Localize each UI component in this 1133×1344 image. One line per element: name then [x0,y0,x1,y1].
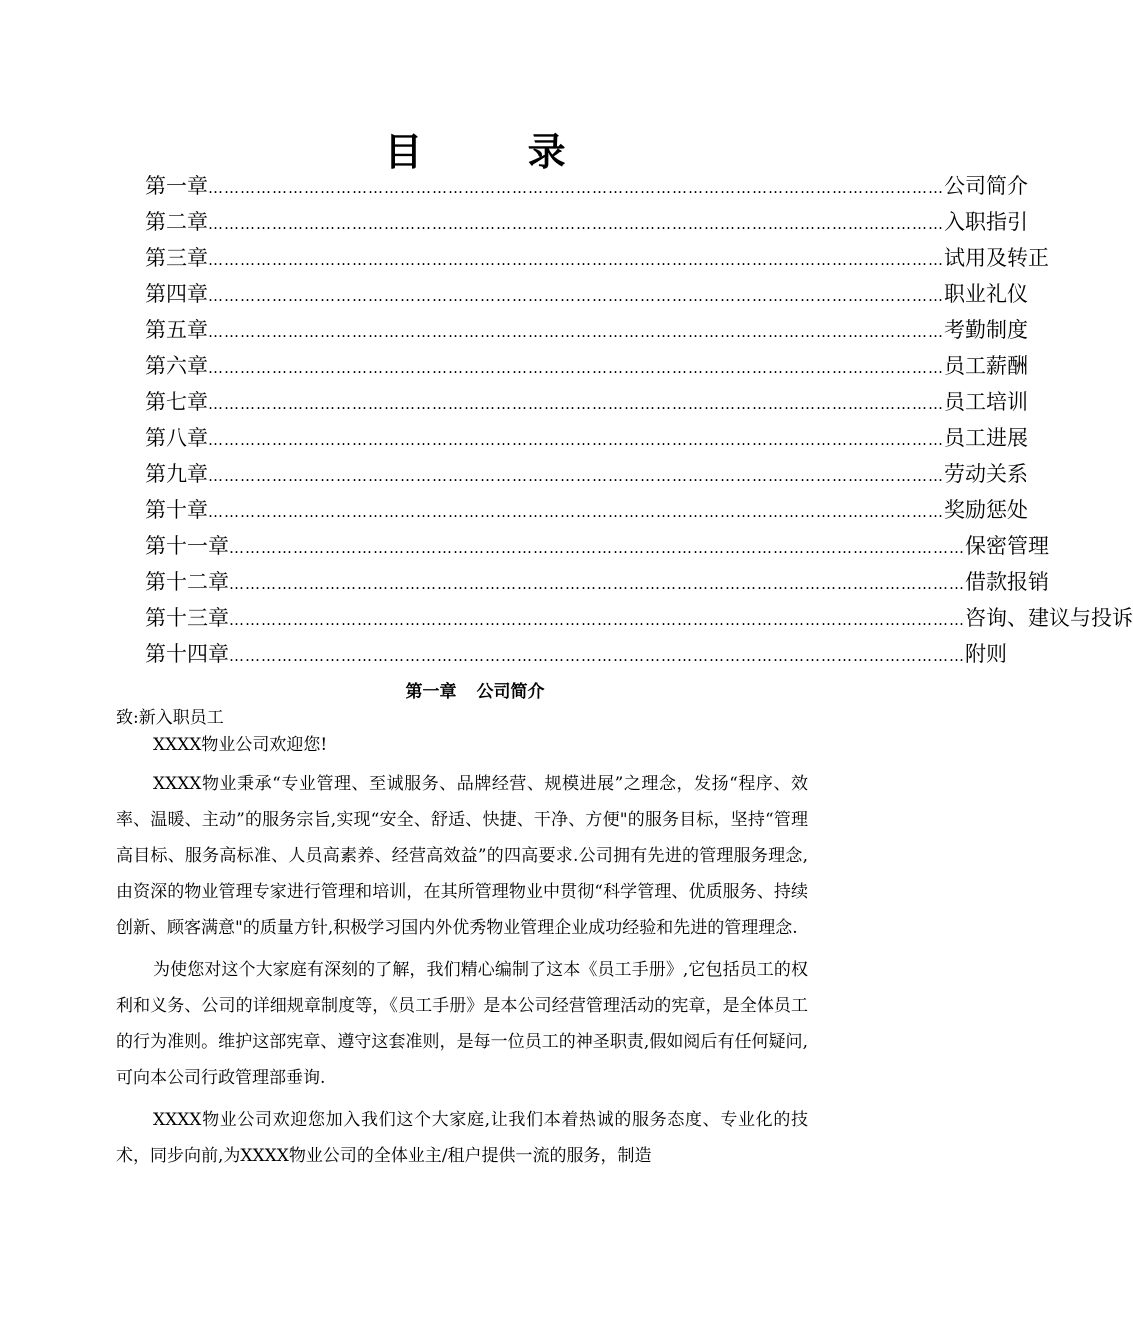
toc-chapter-number: 第十章 [145,498,208,522]
intro-paragraph: XXXX物业秉承“专业管理、至诚服务、品牌经营、规模进展”之理念，发扬“程序、效率、温暖、主动”的服务宗旨,实现“安全、舒适、快捷、干净、方便"的服务目标，坚持“管理高目标、服务高标准、人员高素养、经营高效益”的四高要求.公司拥有先进的管理服务理念,由资深的物业管理专家进行管理和培训，在其所管理物业中贯彻“科学管理、优质服务、持续创新、顾客满意"的质量方针,积极学习国内外优秀物业管理企业成功经验和先进的管理理念. [116,774,808,938]
toc-chapter-number: 第十二章 [145,570,229,594]
salutation: 致:新入职员工 [116,708,224,728]
toc-chapter-name: 劳动关系 [944,462,1028,486]
toc-item [145,636,1007,672]
toc-leader-dots: ………………………………………………………………………………………………………………………… [229,575,965,593]
toc-chapter-number: 第四章 [145,282,208,306]
chapter-body [116,706,808,1174]
toc-chapter-number: 第三章 [145,246,208,270]
toc-chapter-name: 考勤制度 [944,318,1028,342]
toc-chapter-name: 员工培训 [944,390,1028,414]
toc-chapter-name: 员工进展 [944,426,1028,450]
toc-leader-dots: ………………………………………………………………………………………………………………………… [208,323,944,341]
table-of-contents [145,168,1133,672]
toc-chapter-name: 附则 [965,642,1007,666]
toc-item [145,600,1133,636]
toc-chapter-number: 第二章 [145,210,208,234]
toc-leader-dots: ………………………………………………………………………………………………………………………… [208,467,944,485]
toc-item [145,168,1028,204]
toc-chapter-name: 试用及转正 [944,246,1049,270]
toc-leader-dots: ………………………………………………………………………………………………………………………… [208,251,944,269]
chapter-heading: 第一章 公司简介 [405,682,545,702]
toc-chapter-number: 第七章 [145,390,208,414]
toc-leader-dots: ………………………………………………………………………………………………………………………… [208,215,944,233]
toc-chapter-name: 入职指引 [944,210,1028,234]
toc-leader-dots: ………………………………………………………………………………………………………………………… [208,503,944,521]
closing-paragraph: XXXX物业公司欢迎您加入我们这个大家庭,让我们本着热诚的服务态度、专业化的技术，同步向前,为XXXX物业公司的全体业主/租户提供一流的服务，制造 [116,1110,808,1166]
toc-chapter-number: 第十一章 [145,534,229,558]
toc-leader-dots: ………………………………………………………………………………………………………………………… [208,179,944,197]
toc-item [145,348,1028,384]
toc-item [145,204,1028,240]
toc-item [145,312,1028,348]
welcome-line: XXXX物业公司欢迎您! [153,735,328,755]
toc-chapter-number: 第九章 [145,462,208,486]
toc-item [145,420,1028,456]
toc-chapter-name: 保密管理 [965,534,1049,558]
toc-chapter-name: 借款报销 [965,570,1049,594]
toc-chapter-number: 第六章 [145,354,208,378]
toc-item [145,384,1028,420]
toc-leader-dots: ………………………………………………………………………………………………………………………… [208,395,944,413]
toc-leader-dots: ………………………………………………………………………………………………………………………… [208,431,944,449]
toc-leader-dots: ………………………………………………………………………………………………………………………… [229,611,965,629]
toc-leader-dots: ………………………………………………………………………………………………………………………… [208,287,944,305]
toc-item [145,492,1028,528]
toc-chapter-number: 第一章 [145,174,208,198]
toc-item [145,528,1049,564]
toc-chapter-name: 员工薪酬 [944,354,1028,378]
toc-chapter-name: 职业礼仪 [944,282,1028,306]
toc-item [145,456,1028,492]
toc-chapter-number: 第五章 [145,318,208,342]
toc-item [145,240,1049,276]
toc-item [145,276,1028,312]
toc-chapter-name: 奖励惩处 [944,498,1028,522]
toc-chapter-name: 咨询、建议与投诉 [965,606,1133,630]
toc-chapter-name: 公司简介 [944,174,1028,198]
toc-title: 目 录 [384,130,612,174]
toc-chapter-number: 第十四章 [145,642,229,666]
toc-leader-dots: ………………………………………………………………………………………………………………………… [208,359,944,377]
toc-chapter-number: 第十三章 [145,606,229,630]
toc-leader-dots: ………………………………………………………………………………………………………………………… [229,647,965,665]
toc-leader-dots: ………………………………………………………………………………………………………………………… [229,539,965,557]
handbook-paragraph: 为使您对这个大家庭有深刻的了解，我们精心编制了这本《员工手册》,它包括员工的权利和义务、公司的详细规章制度等，《员工手册》是本公司经营管理活动的宪章，是全体员工的行为准则。维护这部宪章、遵守这套准则，是每一位员工的神圣职责,假如阅后有任何疑问,可向本公司行政管理部垂询. [116,960,808,1088]
toc-chapter-number: 第八章 [145,426,208,450]
toc-item [145,564,1049,600]
